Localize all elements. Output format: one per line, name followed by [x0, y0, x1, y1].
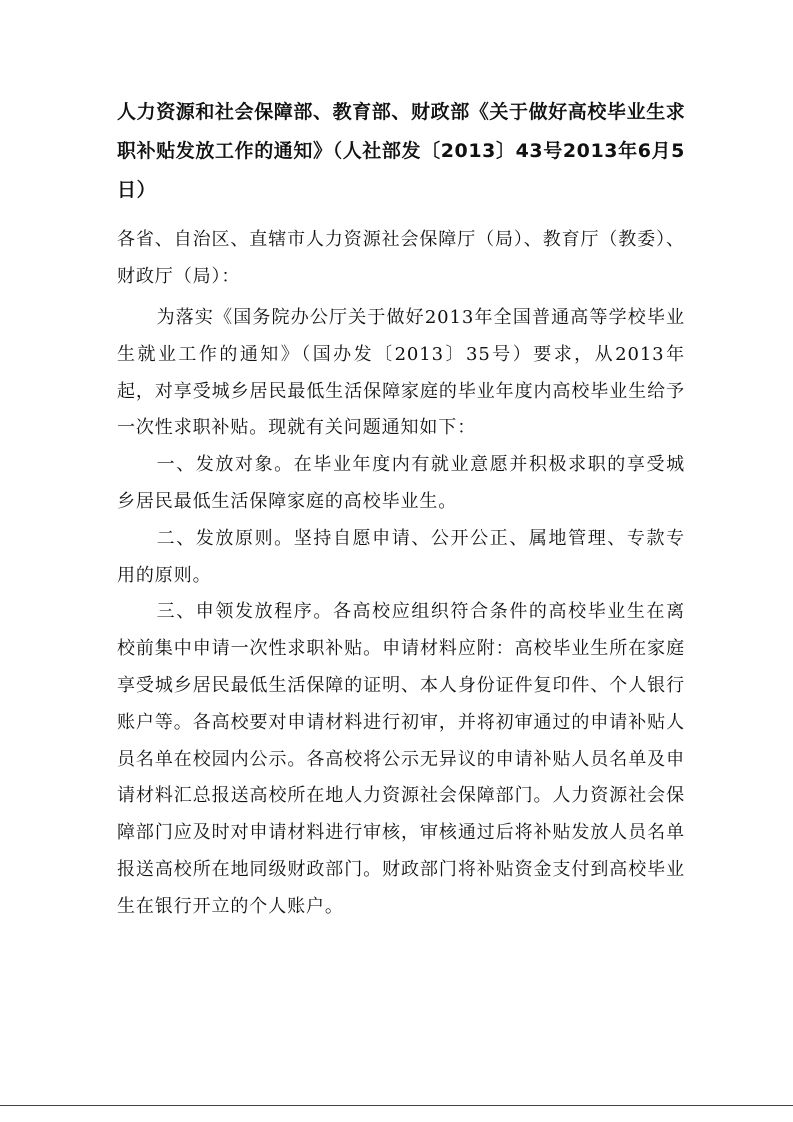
paragraph-section-2: 二、发放原则。坚持自愿申请、公开公正、属地管理、专款专用的原则。: [117, 527, 685, 586]
paragraph-section-3: 三、申领发放程序。各高校应组织符合条件的高校毕业生在离校前集中申请一次性求职补贴。申请材料应附：高校毕业生所在家庭享受城乡居民最低生活保障的证明、本人身份证件复印件、个人银行账户等。各高校要对申请材料进行初审，并将初审通过的申请补贴人员名单在校园内公示。各高校将公示无异议的申请补贴人员名单及申请材料汇总报送高校所在地人力资源社会保障部门。人力资源社会保障部门应及时对申请材料进行审核，审核通过后将补贴发放人员名单报送高校所在地同级财政部门。财政部门将补贴资金支付到高校毕业生在银行开立的个人账户。: [117, 601, 685, 917]
page-bottom-rule: [0, 1105, 793, 1106]
document-body: [117, 300, 685, 926]
paragraph-section-1: 一、发放对象。在毕业年度内有就业意愿并积极求职的享受城乡居民最低生活保障家庭的高校毕业生。: [117, 454, 685, 512]
salutation: 各省、自治区、直辖市人力资源社会保障厅（局）、教育厅（教委）、财政厅（局）：: [117, 229, 685, 287]
paragraph-intro: 为落实《国务院办公厅关于做好2013年全国普通高等学校毕业生就业工作的通知》（国办发〔2013〕35号）要求，从2013年起，对享受城乡居民最低生活保障家庭的毕业年度内高校毕业生给予一次性求职补贴。现就有关问题通知如下：: [117, 307, 685, 439]
document-title: 人力资源和社会保障部、教育部、财政部《关于做好高校毕业生求职补贴发放工作的通知》（人社部发〔2013〕43号2013年6月5日）: [117, 101, 686, 201]
